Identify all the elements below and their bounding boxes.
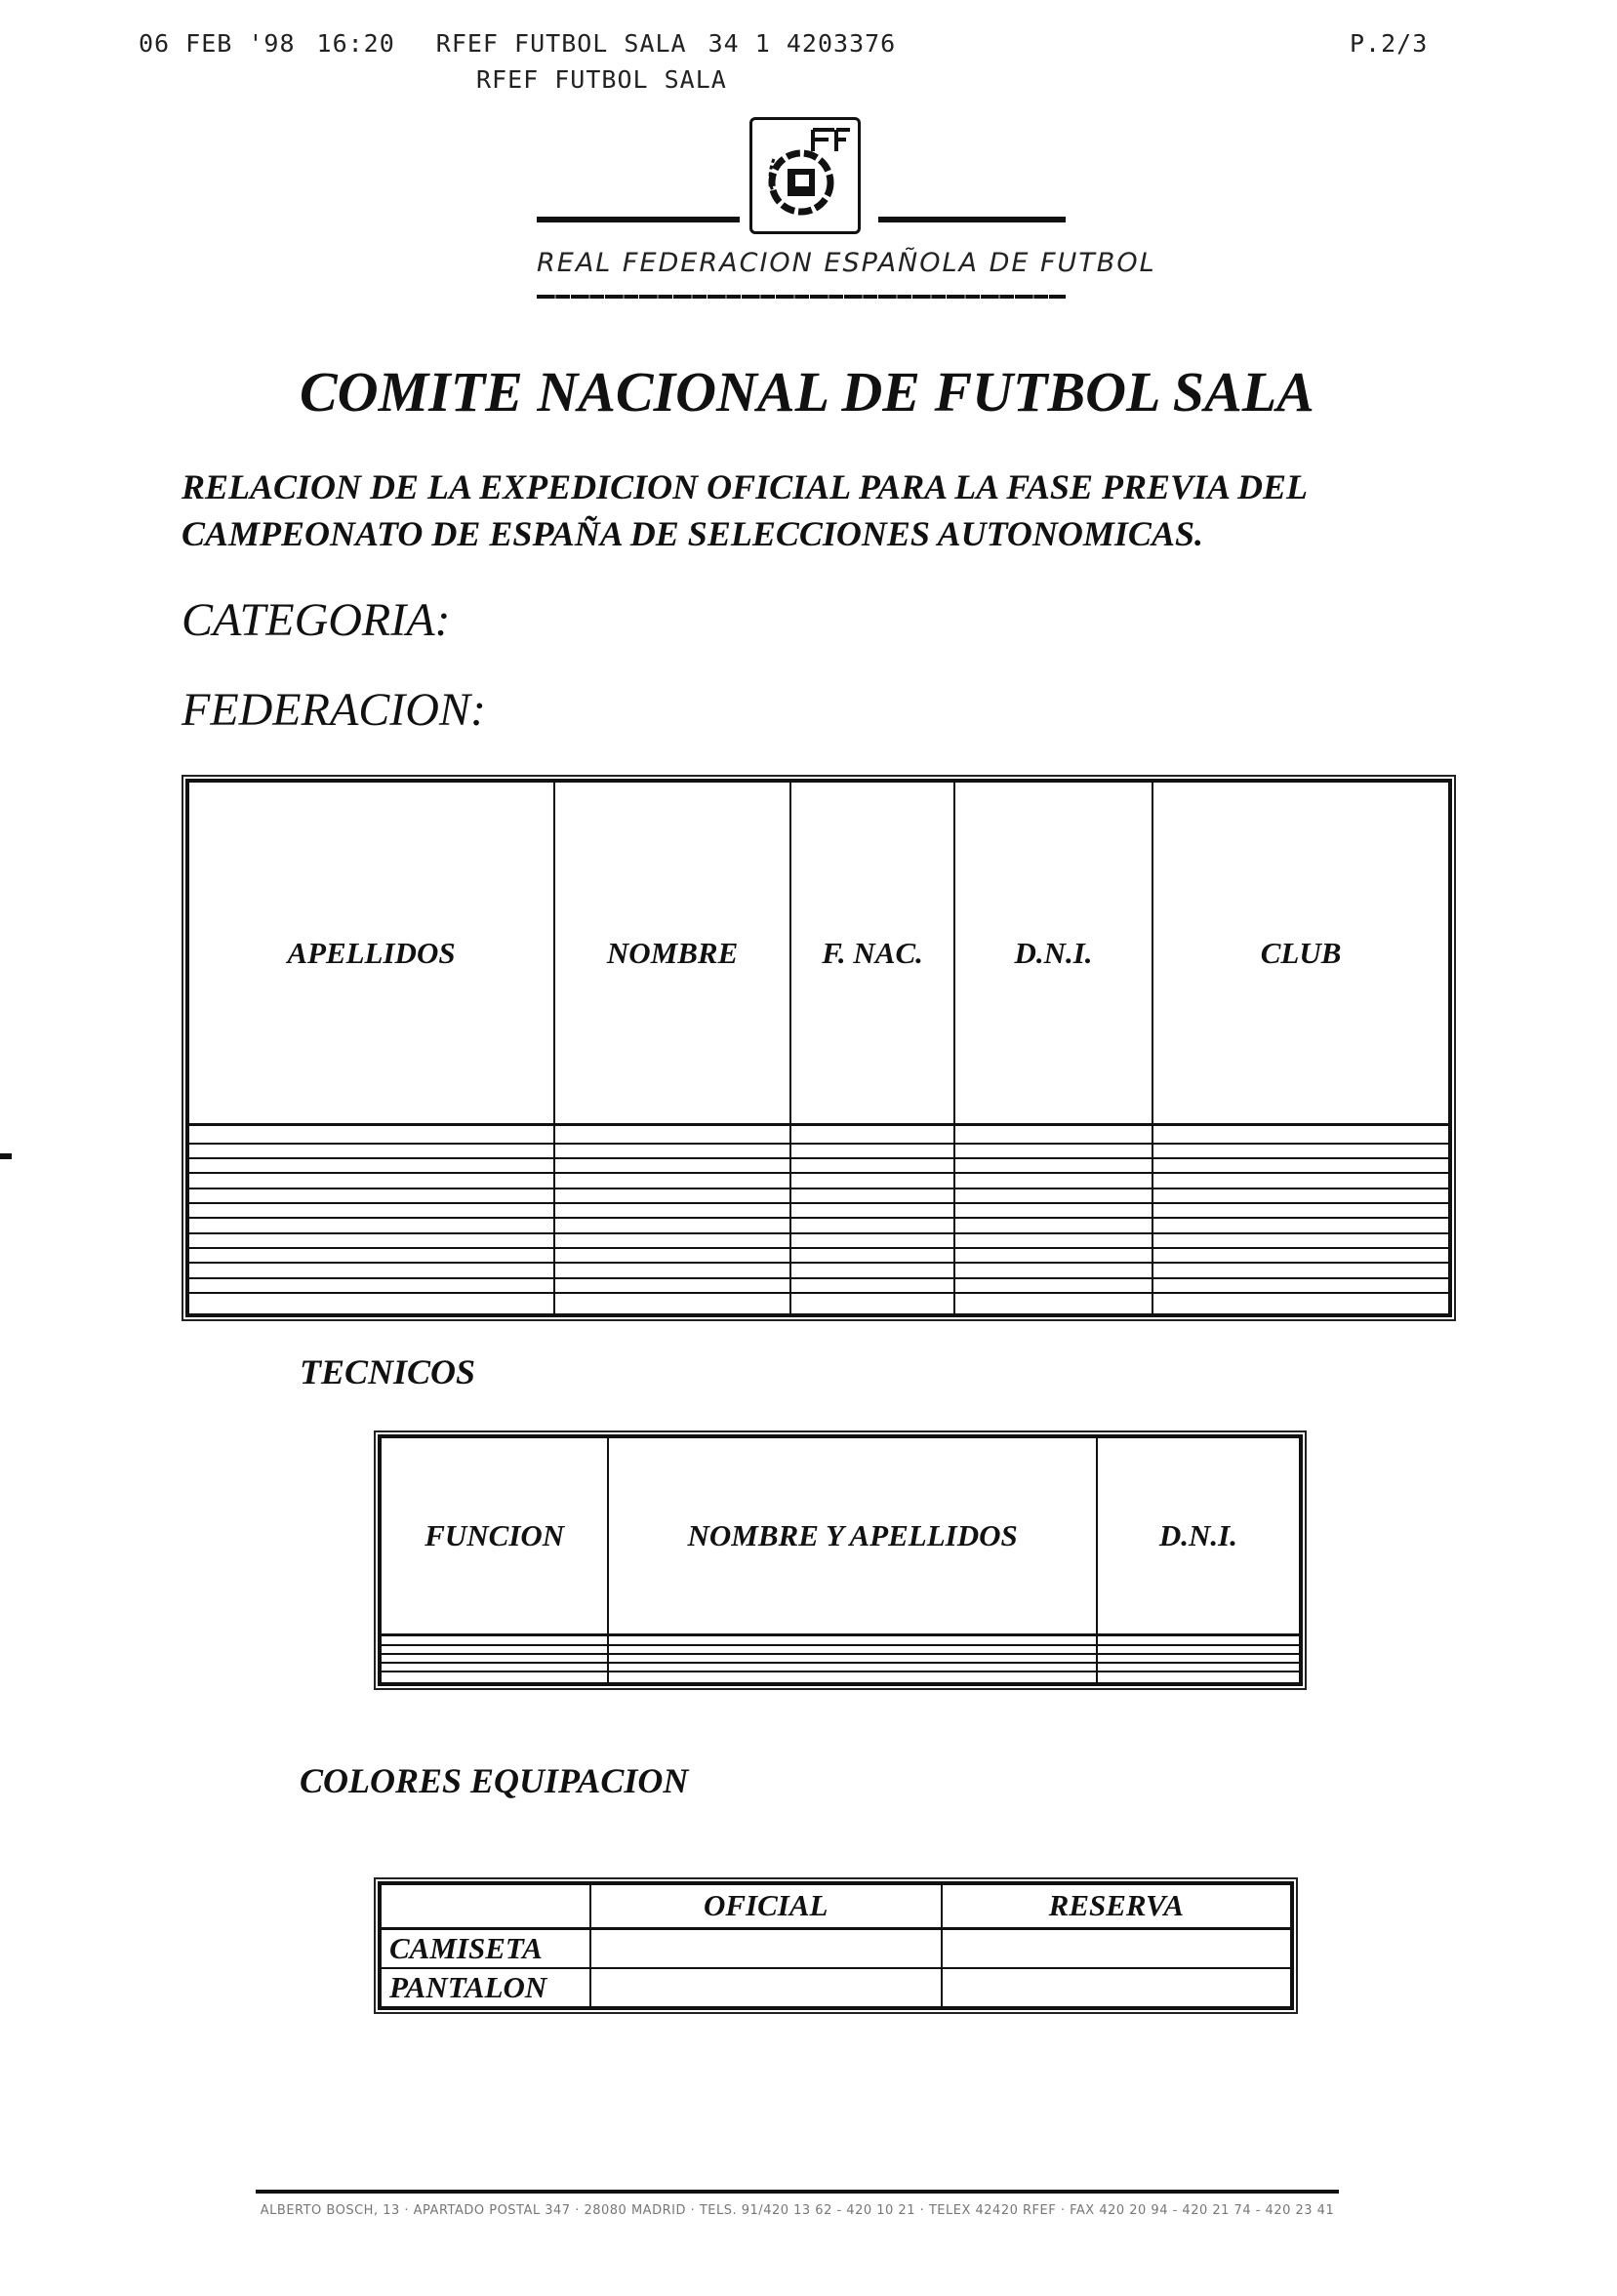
player-apellidos-cell[interactable] xyxy=(187,1278,554,1293)
player-d-n-i-cell[interactable] xyxy=(954,1188,1152,1203)
tecnico-nombre-y-apellidos-cell[interactable] xyxy=(608,1672,1097,1684)
tecnico-funcion-cell[interactable] xyxy=(380,1634,608,1645)
pantalon-reserva-cell[interactable] xyxy=(942,1968,1292,2008)
table-row xyxy=(380,1654,1301,1663)
letterhead-rule-left xyxy=(537,217,740,222)
tecnico-funcion-cell[interactable] xyxy=(380,1654,608,1663)
table-row xyxy=(380,1663,1301,1672)
footer-address: ALBERTO BOSCH, 13 · APARTADO POSTAL 347 · 28080 MADRID · TELS. 91/420 13 62 - 420 10 21 · TELEX 42420 RFEF · FAX 420 20 94 - 420 21 74 - 420 23 41 xyxy=(260,2203,1335,2218)
letterhead-org-name: REAL FEDERACION ESPAÑOLA DE FUTBOL xyxy=(537,248,1156,278)
table-row xyxy=(380,1645,1301,1654)
player-apellidos-cell[interactable] xyxy=(187,1218,554,1232)
colores-table xyxy=(378,1881,1294,2010)
fax-time: 16:20 xyxy=(316,29,395,58)
players-table xyxy=(185,779,1452,1317)
player-nombre-cell[interactable] xyxy=(554,1248,790,1263)
table-row xyxy=(187,1293,1450,1315)
fax-header-line2: RFEF FUTBOL SALA xyxy=(476,65,727,94)
camiseta-oficial-cell[interactable] xyxy=(590,1928,942,1968)
page-title: COMITE NACIONAL DE FUTBOL SALA xyxy=(300,360,1314,423)
player-nombre-cell[interactable] xyxy=(554,1188,790,1203)
player-club-cell[interactable] xyxy=(1152,1188,1450,1203)
player-f-nac-cell[interactable] xyxy=(790,1188,953,1203)
colores-table-header xyxy=(380,1883,1292,1928)
letterhead-rule-right xyxy=(878,217,1066,222)
player-nombre-cell[interactable] xyxy=(554,1173,790,1188)
player-apellidos-cell[interactable] xyxy=(187,1263,554,1277)
tecnicos-table xyxy=(378,1434,1303,1686)
column-header-apellidos: APELLIDOS xyxy=(187,781,554,1125)
column-header-dni: D.N.I. xyxy=(954,781,1152,1125)
column-header-funcion: FUNCION xyxy=(380,1436,608,1634)
rfef-crest-icon xyxy=(752,120,858,231)
player-club-cell[interactable] xyxy=(1152,1125,1450,1144)
fax-header-line xyxy=(139,29,896,59)
player-d-n-i-cell[interactable] xyxy=(954,1158,1152,1173)
table-row xyxy=(187,1218,1450,1232)
player-nombre-cell[interactable] xyxy=(554,1263,790,1277)
player-f-nac-cell[interactable] xyxy=(790,1248,953,1263)
footer-rule xyxy=(256,2190,1339,2194)
column-header-f-nac: F. NAC. xyxy=(790,781,953,1125)
tecnico-nombre-y-apellidos-cell[interactable] xyxy=(608,1663,1097,1672)
tecnico-d-n-i-cell[interactable] xyxy=(1097,1634,1301,1645)
player-club-cell[interactable] xyxy=(1152,1173,1450,1188)
player-apellidos-cell[interactable] xyxy=(187,1248,554,1263)
player-f-nac-cell[interactable] xyxy=(790,1203,953,1218)
player-apellidos-cell[interactable] xyxy=(187,1188,554,1203)
tecnico-d-n-i-cell[interactable] xyxy=(1097,1645,1301,1654)
player-club-cell[interactable] xyxy=(1152,1248,1450,1263)
player-f-nac-cell[interactable] xyxy=(790,1125,953,1144)
fax-date: 06 FEB '98 xyxy=(139,29,296,58)
player-d-n-i-cell[interactable] xyxy=(954,1233,1152,1248)
tecnico-d-n-i-cell[interactable] xyxy=(1097,1663,1301,1672)
player-d-n-i-cell[interactable] xyxy=(954,1218,1152,1232)
player-nombre-cell[interactable] xyxy=(554,1218,790,1232)
subtitle-line-1: RELACION DE LA EXPEDICION OFICIAL PARA LA FASE PREVIA DEL xyxy=(182,467,1309,506)
player-club-cell[interactable] xyxy=(1152,1203,1450,1218)
fax-sender: RFEF FUTBOL SALA xyxy=(435,29,687,58)
player-apellidos-cell[interactable] xyxy=(187,1125,554,1144)
column-header-nombre: NOMBRE xyxy=(554,781,790,1125)
column-header-nombre-apellidos: NOMBRE Y APELLIDOS xyxy=(608,1436,1097,1634)
player-f-nac-cell[interactable] xyxy=(790,1263,953,1277)
player-d-n-i-cell[interactable] xyxy=(954,1263,1152,1277)
column-header-blank xyxy=(380,1883,590,1928)
letterhead-underline xyxy=(537,295,1066,299)
table-row xyxy=(380,1634,1301,1645)
player-club-cell[interactable] xyxy=(1152,1144,1450,1158)
players-table-header xyxy=(187,781,1450,1125)
player-club-cell[interactable] xyxy=(1152,1278,1450,1293)
player-f-nac-cell[interactable] xyxy=(790,1233,953,1248)
categoria-label: CATEGORIA: xyxy=(182,594,451,646)
column-header-oficial: OFICIAL xyxy=(590,1883,942,1928)
player-apellidos-cell[interactable] xyxy=(187,1233,554,1248)
table-row-camiseta xyxy=(380,1928,1292,1968)
player-f-nac-cell[interactable] xyxy=(790,1293,953,1315)
table-row xyxy=(187,1158,1450,1173)
tecnico-funcion-cell[interactable] xyxy=(380,1672,608,1684)
table-row xyxy=(187,1248,1450,1263)
player-club-cell[interactable] xyxy=(1152,1218,1450,1232)
player-nombre-cell[interactable] xyxy=(554,1125,790,1144)
player-club-cell[interactable] xyxy=(1152,1263,1450,1277)
table-row xyxy=(187,1188,1450,1203)
tecnicos-heading: TECNICOS xyxy=(300,1352,476,1391)
camiseta-reserva-cell[interactable] xyxy=(942,1928,1292,1968)
subtitle-line-2: CAMPEONATO DE ESPAÑA DE SELECCIONES AUTONOMICAS. xyxy=(182,514,1203,553)
tecnico-funcion-cell[interactable] xyxy=(380,1663,608,1672)
player-club-cell[interactable] xyxy=(1152,1293,1450,1315)
table-row xyxy=(187,1125,1450,1144)
player-club-cell[interactable] xyxy=(1152,1233,1450,1248)
table-row xyxy=(187,1144,1450,1158)
pantalon-oficial-cell[interactable] xyxy=(590,1968,942,2008)
player-d-n-i-cell[interactable] xyxy=(954,1203,1152,1218)
row-label-camiseta: CAMISETA xyxy=(380,1928,590,1968)
player-f-nac-cell[interactable] xyxy=(790,1158,953,1173)
player-apellidos-cell[interactable] xyxy=(187,1158,554,1173)
player-nombre-cell[interactable] xyxy=(554,1293,790,1315)
colores-heading: COLORES EQUIPACION xyxy=(300,1761,689,1800)
tecnico-nombre-y-apellidos-cell[interactable] xyxy=(608,1645,1097,1654)
tecnico-d-n-i-cell[interactable] xyxy=(1097,1672,1301,1684)
player-f-nac-cell[interactable] xyxy=(790,1278,953,1293)
player-apellidos-cell[interactable] xyxy=(187,1173,554,1188)
federacion-label: FEDERACION: xyxy=(182,684,486,736)
table-row xyxy=(380,1672,1301,1684)
player-nombre-cell[interactable] xyxy=(554,1203,790,1218)
player-nombre-cell[interactable] xyxy=(554,1144,790,1158)
fax-page-number: P.2/3 xyxy=(1350,29,1429,58)
player-f-nac-cell[interactable] xyxy=(790,1218,953,1232)
tecnico-nombre-y-apellidos-cell[interactable] xyxy=(608,1634,1097,1645)
player-f-nac-cell[interactable] xyxy=(790,1144,953,1158)
player-club-cell[interactable] xyxy=(1152,1158,1450,1173)
table-row xyxy=(187,1173,1450,1188)
tecnicos-table-header xyxy=(380,1436,1301,1634)
player-d-n-i-cell[interactable] xyxy=(954,1278,1152,1293)
row-label-pantalon: PANTALON xyxy=(380,1968,590,2008)
player-nombre-cell[interactable] xyxy=(554,1233,790,1248)
fax-edge-mark xyxy=(0,1153,12,1159)
column-header-reserva: RESERVA xyxy=(942,1883,1292,1928)
column-header-dni: D.N.I. xyxy=(1097,1436,1301,1634)
player-nombre-cell[interactable] xyxy=(554,1278,790,1293)
player-apellidos-cell[interactable] xyxy=(187,1203,554,1218)
player-d-n-i-cell[interactable] xyxy=(954,1248,1152,1263)
tecnico-d-n-i-cell[interactable] xyxy=(1097,1654,1301,1663)
table-row xyxy=(187,1278,1450,1293)
rfef-logo xyxy=(749,117,861,234)
player-f-nac-cell[interactable] xyxy=(790,1173,953,1188)
player-apellidos-cell[interactable] xyxy=(187,1144,554,1158)
table-row xyxy=(187,1203,1450,1218)
player-d-n-i-cell[interactable] xyxy=(954,1293,1152,1315)
player-d-n-i-cell[interactable] xyxy=(954,1173,1152,1188)
table-row-pantalon xyxy=(380,1968,1292,2008)
player-d-n-i-cell[interactable] xyxy=(954,1125,1152,1144)
table-row xyxy=(187,1263,1450,1277)
player-nombre-cell[interactable] xyxy=(554,1158,790,1173)
tecnico-funcion-cell[interactable] xyxy=(380,1645,608,1654)
fax-phone: 34 1 4203376 xyxy=(707,29,897,58)
player-apellidos-cell[interactable] xyxy=(187,1293,554,1315)
tecnico-nombre-y-apellidos-cell[interactable] xyxy=(608,1654,1097,1663)
table-row xyxy=(187,1233,1450,1248)
column-header-club: CLUB xyxy=(1152,781,1450,1125)
player-d-n-i-cell[interactable] xyxy=(954,1144,1152,1158)
